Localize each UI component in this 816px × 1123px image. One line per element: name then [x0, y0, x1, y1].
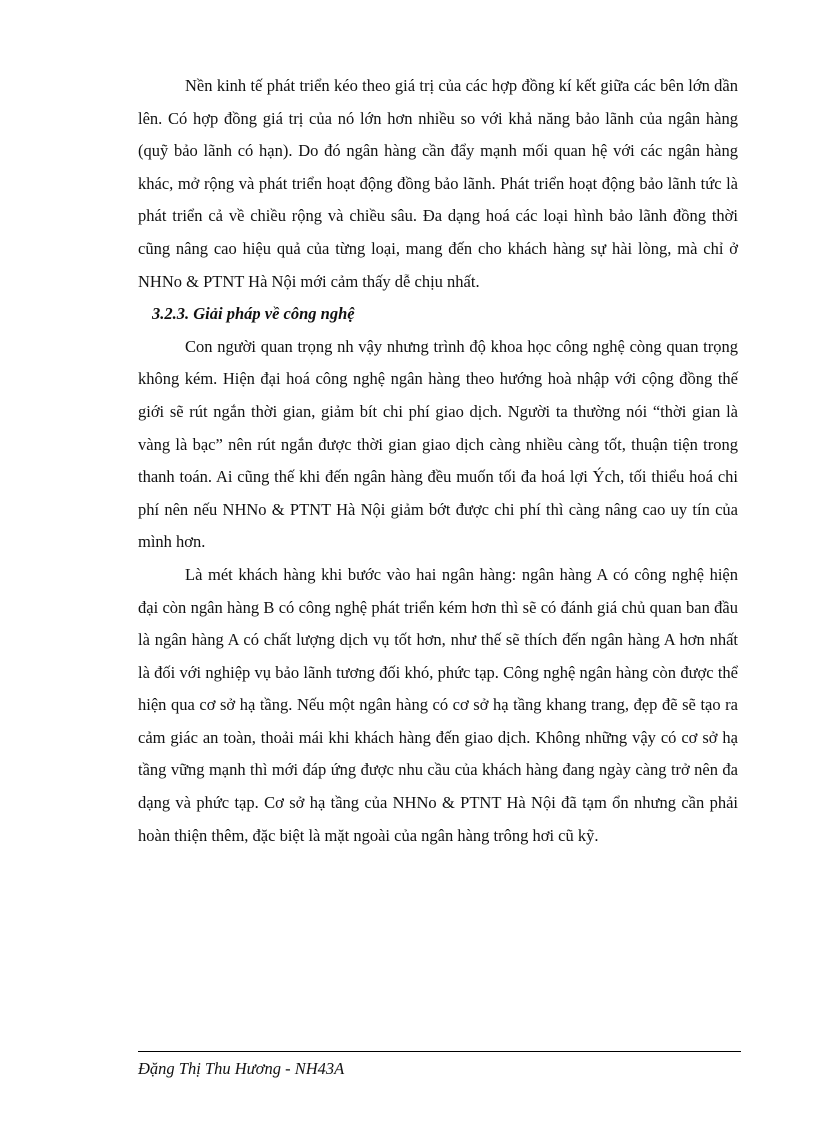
footer-author: Đặng Thị Thu Hương - NH43A — [138, 1059, 345, 1078]
page-body — [138, 70, 738, 852]
section-heading: 3.2.3. Giải pháp về công nghệ — [152, 304, 355, 324]
footer-divider — [138, 1051, 741, 1052]
paragraph-infrastructure: Là mét khách hàng khi bước vào hai ngân hàng: ngân hàng A có công nghệ hiện đại còn ngân hàng B có công nghệ phát triển kém hơn thì sẽ có đánh giá chủ quan ban đầu là ngân hàng A có chất lượng dịch vụ tốt hơn, như thế sẽ thích đến ngân hàng A hơn nhất là đối với nghiệp vụ bảo lãnh tương đối khó, phức tạp. Công nghệ ngân hàng còn được thể hiện qua cơ sở hạ tầng. Nếu một ngân hàng có cơ sở hạ tầng khang trang, đẹp đẽ sẽ tạo ra cảm giác an toàn, thoải mái khi khách hàng đến giao dịch. Không những vậy có cơ sở hạ tầng vững mạnh thì mới đáp ứng được nhu cầu của khách hàng đang ngày càng trở nên đa dạng và phức tạp. Cơ sở hạ tầng của NHNo & PTNT Hà Nội đã tạm ổn nhưng cần phải hoàn thiện thêm, đặc biệt là mặt ngoài của ngân hàng trông hơi cũ kỹ. — [138, 564, 738, 845]
paragraph-guarantee-expansion: Nền kinh tế phát triển kéo theo giá trị của các hợp đồng kí kết giữa các bên lớn dần lên. Có hợp đồng giá trị của nó lớn hơn nhiều so với khả năng bảo lãnh của ngân hàng (quỹ bảo lãnh có hạn). Do đó ngân hàng cần đẩy mạnh mối quan hệ với các ngân hàng khác, mở rộng và phát triển hoạt động đồng bảo lãnh. Phát triển hoạt động bảo lãnh tức là phát triển cả về chiều rộng và chiều sâu. Đa dạng hoá các loại hình bảo lãnh đồng thời cũng nâng cao hiệu quả của từng loại, mang đến cho khách hàng sự hài lòng, mà chỉ ở NHNo & PTNT Hà Nội mới cảm thấy dễ chịu nhất. — [138, 76, 738, 291]
paragraph-technology: Con người quan trọng nh vậy nhưng trình độ khoa học công nghệ còng quan trọng không kém. Hiện đại hoá công nghệ ngân hàng theo hướng hoà nhập với cộng đồng thế giới sẽ rút ngắn thời gian, giảm bít chi phí giao dịch. Người ta thường nói “thời gian là vàng là bạc” nên rút ngắn được thời gian giao dịch càng nhiều càng tốt, thuận tiện trong thanh toán. Ai cũng thế khi đến ngân hàng đều muốn tối đa hoá lợi Ých, tối thiểu hoá chi phí nên nếu NHNo & PTNT Hà Nội giảm bớt được chi phí thì càng nâng cao uy tín của mình hơn. — [138, 336, 738, 552]
